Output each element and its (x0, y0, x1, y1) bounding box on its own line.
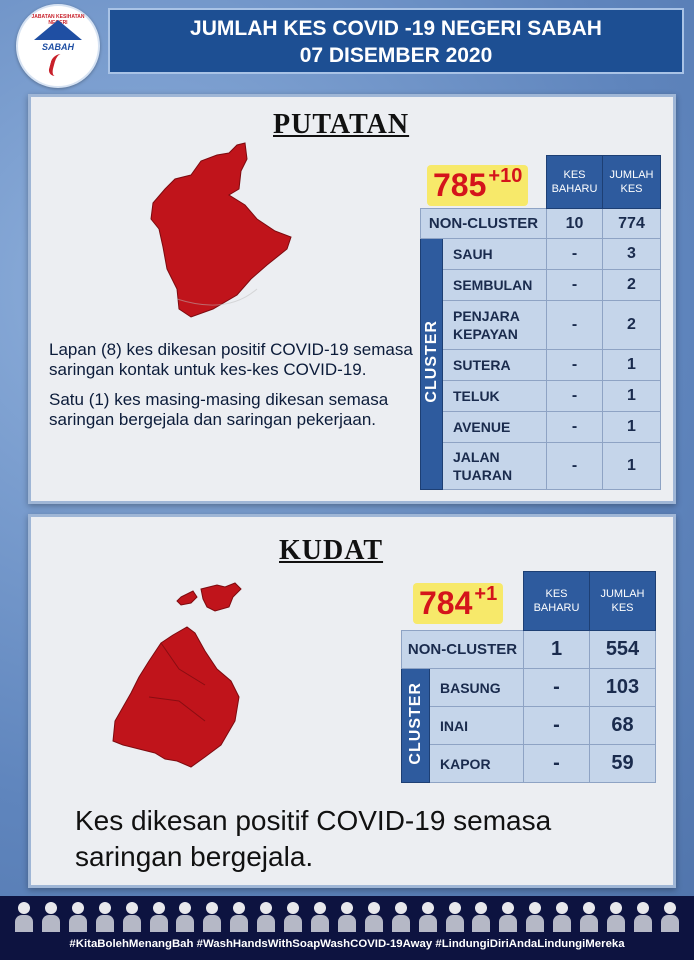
frontliner-icon (95, 900, 115, 932)
frontliner-icon (283, 900, 303, 932)
frontliner-icon (310, 900, 330, 932)
frontliner-icon (391, 900, 411, 932)
frontliner-icon (202, 900, 222, 932)
cluster-label: CLUSTER (421, 239, 443, 490)
kudat-panel (28, 514, 676, 888)
noncluster-total: 774 (603, 209, 661, 239)
kudat-description: Kes dikesan positif COVID-19 semasa saringan bergejala. (75, 805, 552, 872)
cluster-total: 1 (603, 412, 661, 443)
frontliner-figures (14, 900, 680, 934)
putatan-desc-2: Satu (1) kes masing-masing dikesan semasa saringan bergejala dan saringan pekerjaan. (49, 390, 389, 429)
cluster-total: 3 (603, 239, 661, 270)
table-row (421, 412, 661, 443)
frontliner-icon (552, 900, 572, 932)
title-line-2: 07 DISEMBER 2020 (299, 44, 493, 67)
cluster-new: - (547, 443, 603, 490)
cluster-name: BASUNG (430, 669, 524, 707)
noncluster-label: NON-CLUSTER (421, 209, 547, 239)
mountain-icon (34, 20, 82, 40)
header (0, 0, 694, 88)
frontliner-icon (364, 900, 384, 932)
frontliner-icon (579, 900, 599, 932)
table-row (421, 350, 661, 381)
cluster-name: JALAN TUARAN (443, 443, 547, 490)
table-row (421, 381, 661, 412)
cluster-new: - (547, 239, 603, 270)
frontliner-icon (337, 900, 357, 932)
frontliner-icon (418, 900, 438, 932)
kudat-map (109, 581, 269, 781)
frontliner-icon (633, 900, 653, 932)
kudat-table (401, 571, 656, 783)
cluster-new: - (547, 350, 603, 381)
putatan-desc-1: Lapan (8) kes dikesan positif COVID-19 semasa saringan kontak untuk kes-kes COVID-19. (49, 340, 413, 379)
cluster-new: - (547, 412, 603, 443)
cluster-new: - (524, 745, 590, 783)
cluster-new: - (547, 270, 603, 301)
col-header-total: JUMLAH KES (603, 156, 661, 209)
cluster-name: SAUH (443, 239, 547, 270)
frontliner-icon (498, 900, 518, 932)
table-row (402, 631, 656, 669)
cluster-name: SEMBULAN (443, 270, 547, 301)
frontliner-icon (471, 900, 491, 932)
table-row (421, 209, 661, 239)
putatan-total-value: 785 (433, 167, 487, 203)
putatan-map (137, 139, 297, 319)
table-row (421, 301, 661, 350)
cluster-total: 2 (603, 270, 661, 301)
frontliner-icon (149, 900, 169, 932)
cluster-total: 103 (590, 669, 656, 707)
cluster-label: CLUSTER (402, 669, 430, 783)
noncluster-label: NON-CLUSTER (402, 631, 524, 669)
noncluster-new: 10 (547, 209, 603, 239)
frontliner-icon (68, 900, 88, 932)
cluster-name: SUTERA (443, 350, 547, 381)
table-row (421, 239, 661, 270)
title-banner (108, 8, 684, 74)
district-name-putatan: PUTATAN (273, 109, 410, 140)
frontliner-icon (660, 900, 680, 932)
cluster-total: 59 (590, 745, 656, 783)
cluster-name: PENJARA KEPAYAN (443, 301, 547, 350)
cluster-new: - (524, 707, 590, 745)
cluster-name: TELUK (443, 381, 547, 412)
footer-strip (0, 896, 694, 960)
kudat-total-increase: +1 (474, 583, 498, 605)
sabah-health-logo (16, 4, 100, 88)
frontliner-icon (445, 900, 465, 932)
cluster-total: 68 (590, 707, 656, 745)
district-name-kudat: KUDAT (279, 535, 384, 566)
putatan-panel (28, 94, 676, 504)
cluster-total: 1 (603, 350, 661, 381)
cluster-new: - (547, 301, 603, 350)
table-row (402, 745, 656, 783)
title-line-1: JUMLAH KES COVID -19 NEGERI SABAH (190, 17, 602, 40)
frontliner-icon (122, 900, 142, 932)
cluster-new: - (547, 381, 603, 412)
logo-name: SABAH (41, 42, 74, 52)
cluster-name: AVENUE (443, 412, 547, 443)
col-header-new: KES BAHARU (524, 572, 590, 631)
cluster-total: 1 (603, 443, 661, 490)
swoosh-icon (47, 54, 71, 76)
frontliner-icon (256, 900, 276, 932)
col-header-total: JUMLAH KES (590, 572, 656, 631)
cluster-new: - (524, 669, 590, 707)
col-header-new: KES BAHARU (547, 156, 603, 209)
frontliner-icon (229, 900, 249, 932)
putatan-table (420, 155, 661, 490)
kudat-total-value: 784 (419, 585, 473, 621)
putatan-description (49, 340, 421, 440)
table-row (421, 443, 661, 490)
cluster-total: 1 (603, 381, 661, 412)
noncluster-new: 1 (524, 631, 590, 669)
putatan-total-increase: +10 (488, 165, 523, 187)
frontliner-icon (175, 900, 195, 932)
frontliner-icon (14, 900, 34, 932)
table-row (421, 270, 661, 301)
frontliner-icon (525, 900, 545, 932)
table-row (402, 707, 656, 745)
cluster-name: KAPOR (430, 745, 524, 783)
noncluster-total: 554 (590, 631, 656, 669)
cluster-total: 2 (603, 301, 661, 350)
frontliner-icon (606, 900, 626, 932)
cluster-name: INAI (430, 707, 524, 745)
frontliner-icon (41, 900, 61, 932)
hashtags: #KitaBolehMenangBah #WashHandsWithSoapWashCOVID-19Away #LindungiDiriAndaLindungiMereka (69, 938, 625, 950)
table-row (402, 669, 656, 707)
logo-arc-text: JABATAN KESIHATAN NEGERI (31, 14, 85, 26)
